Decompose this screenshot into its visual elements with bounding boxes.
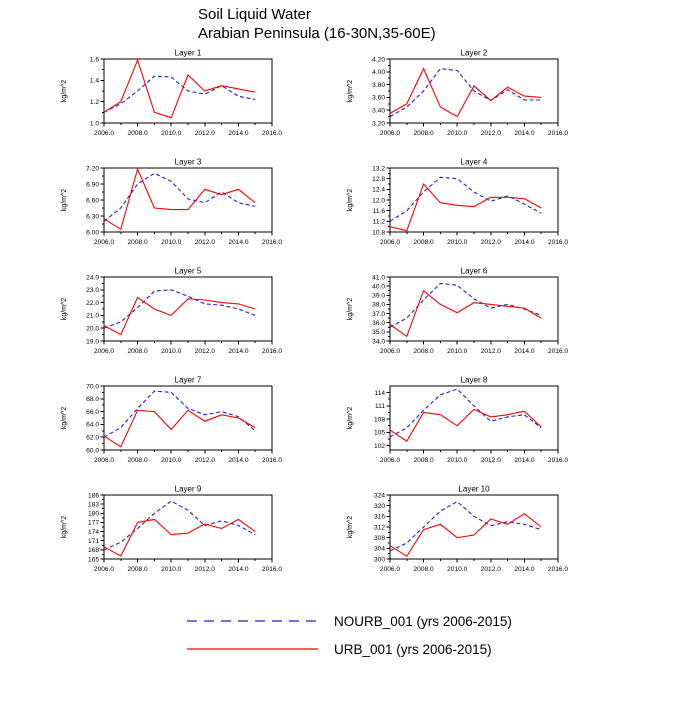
y-tick-label: 6.30 — [86, 212, 99, 220]
nourb_001-series-line — [104, 501, 255, 550]
subplot-title: Layer 3 — [174, 157, 202, 166]
x-tick-label: 2016.0 — [261, 347, 283, 355]
x-tick-label: 2014.0 — [228, 565, 249, 573]
y-tick-label: 13.2 — [372, 164, 385, 172]
y-tick-label: 111 — [374, 402, 385, 410]
y-tick-label: 3.80 — [372, 81, 385, 89]
subplot-title: Layer 1 — [174, 48, 202, 57]
y-tick-label: 19.0 — [86, 337, 99, 345]
y-tick-label: 37.0 — [372, 310, 385, 318]
y-axis-label: kg/m^2 — [347, 515, 354, 538]
x-tick-label: 2006.0 — [93, 565, 115, 573]
subplot-layer-9 — [56, 484, 306, 584]
chart-svg — [56, 375, 306, 475]
y-tick-label: 4.00 — [372, 68, 385, 76]
x-tick-label: 2010.0 — [161, 238, 182, 246]
y-tick-label: 35.0 — [372, 328, 385, 336]
x-tick-label: 2006.0 — [379, 565, 401, 573]
chart-svg — [342, 157, 592, 257]
x-tick-label: 2016.0 — [547, 565, 569, 573]
urb_001-series-line — [390, 513, 541, 556]
y-axis-label: kg/m^2 — [61, 515, 68, 538]
x-tick-label: 2014.0 — [514, 565, 535, 573]
legend — [185, 614, 700, 657]
chart-svg — [342, 48, 592, 148]
x-tick-label: 2008.0 — [413, 456, 434, 464]
plot-frame — [104, 386, 272, 450]
x-tick-label: 2014.0 — [228, 347, 249, 355]
y-tick-label: 60.0 — [86, 446, 99, 454]
y-tick-label: 6.60 — [86, 196, 99, 204]
y-tick-label: 300 — [373, 555, 385, 563]
x-tick-label: 2006.0 — [379, 456, 401, 464]
chart-svg — [342, 266, 592, 366]
x-tick-label: 2010.0 — [447, 347, 468, 355]
x-tick-label: 2010.0 — [447, 238, 468, 246]
y-axis-label: kg/m^2 — [347, 406, 354, 429]
y-tick-label: 21.0 — [86, 312, 99, 320]
y-tick-label: 10.8 — [372, 228, 385, 236]
y-tick-label: 11.2 — [372, 218, 385, 226]
urb_001-series-line — [390, 68, 541, 116]
y-tick-label: 20.0 — [86, 325, 99, 332]
subplot-layer-2 — [342, 48, 592, 148]
x-tick-label: 2008.0 — [413, 238, 434, 246]
y-tick-label: 12.4 — [372, 186, 385, 194]
urb_001-series-line — [104, 519, 255, 556]
x-tick-label: 2012.0 — [194, 238, 215, 246]
y-tick-label: 7.20 — [86, 164, 99, 172]
x-tick-label: 2014.0 — [228, 456, 249, 464]
x-tick-label: 2008.0 — [127, 347, 148, 355]
y-tick-label: 171 — [87, 537, 99, 545]
x-tick-label: 2016.0 — [261, 565, 283, 573]
subplot-title: Layer 10 — [458, 484, 490, 493]
y-axis-label: kg/m^2 — [347, 79, 354, 102]
subplot-layer-10 — [342, 484, 592, 584]
x-tick-label: 2010.0 — [447, 129, 468, 137]
x-tick-label: 2006.0 — [93, 347, 115, 355]
nourb_001-series-line — [390, 501, 541, 550]
chart-svg — [342, 375, 592, 475]
y-tick-label: 70.0 — [86, 382, 99, 390]
subplot-title: Layer 5 — [174, 266, 202, 275]
x-tick-label: 2006.0 — [93, 129, 115, 137]
nourb_001-series-line — [104, 391, 255, 437]
legend-label-nourb: NOURB_001 (yrs 2006-2015) — [334, 613, 512, 629]
x-tick-label: 2012.0 — [194, 129, 215, 137]
y-tick-label: 40.0 — [372, 282, 385, 290]
figure-title-line2: Arabian Peninsula (16-30N,35-60E) — [198, 24, 436, 42]
y-tick-label: 22.0 — [86, 299, 99, 307]
chart-svg — [56, 48, 306, 148]
subplot-layer-8 — [342, 375, 592, 475]
y-tick-label: 12.8 — [372, 175, 385, 183]
figure-title — [198, 6, 700, 44]
x-tick-label: 2012.0 — [480, 129, 501, 137]
y-tick-label: 304 — [373, 545, 385, 553]
x-tick-label: 2008.0 — [127, 238, 148, 246]
subplot-title: Layer 4 — [460, 157, 488, 166]
plot-frame — [390, 168, 558, 232]
y-tick-label: 23.0 — [86, 286, 99, 294]
x-tick-label: 2014.0 — [514, 129, 535, 137]
y-tick-label: 39.0 — [372, 292, 385, 300]
y-tick-label: 186 — [87, 491, 99, 499]
subplot-title: Layer 2 — [460, 48, 488, 57]
x-tick-label: 2012.0 — [480, 456, 501, 464]
urb_001-series-line — [104, 297, 255, 334]
x-tick-label: 2010.0 — [161, 347, 182, 355]
plot-frame — [104, 495, 272, 559]
x-tick-label: 2016.0 — [261, 238, 283, 246]
y-tick-label: 64.0 — [86, 421, 99, 429]
x-tick-label: 2012.0 — [480, 565, 501, 573]
nourb_001-series-line — [104, 173, 255, 221]
urb_001-series-line — [390, 290, 541, 336]
y-tick-label: 324 — [373, 491, 385, 499]
legend-row-urb — [185, 642, 700, 657]
y-tick-label: 6.00 — [86, 228, 99, 236]
y-tick-label: 102 — [373, 442, 385, 450]
y-tick-label: 1.0 — [89, 119, 99, 127]
chart-svg — [56, 157, 306, 257]
x-tick-label: 2016.0 — [261, 456, 283, 464]
x-tick-label: 2010.0 — [161, 129, 182, 137]
y-tick-label: 105 — [373, 429, 385, 437]
x-tick-label: 2008.0 — [413, 565, 434, 573]
charts-grid — [0, 48, 700, 584]
urb_001-series-line — [104, 60, 255, 118]
y-tick-label: 108 — [373, 415, 385, 423]
y-tick-label: 308 — [373, 534, 385, 542]
y-tick-label: 1.2 — [89, 98, 99, 106]
urb-line-sample-icon — [185, 643, 320, 655]
x-tick-label: 2012.0 — [194, 456, 215, 464]
x-tick-label: 2008.0 — [127, 129, 148, 137]
urb_001-series-line — [390, 409, 541, 441]
x-tick-label: 2010.0 — [161, 565, 182, 573]
x-tick-label: 2014.0 — [228, 129, 249, 137]
x-tick-label: 2006.0 — [93, 238, 115, 246]
plot-frame — [104, 277, 272, 341]
y-tick-label: 180 — [87, 510, 99, 518]
subplot-title: Layer 9 — [174, 484, 202, 493]
x-tick-label: 2010.0 — [447, 565, 468, 573]
x-tick-label: 2006.0 — [379, 129, 401, 137]
y-tick-label: 320 — [373, 502, 385, 510]
y-axis-label: kg/m^2 — [347, 297, 354, 320]
y-tick-label: 6.90 — [86, 180, 99, 188]
nourb-line-sample-icon — [185, 615, 320, 627]
urb_001-series-line — [104, 410, 255, 447]
x-tick-label: 2008.0 — [413, 347, 434, 355]
chart-svg — [342, 484, 592, 584]
subplot-layer-6 — [342, 266, 592, 366]
y-tick-label: 4.20 — [372, 55, 385, 63]
y-tick-label: 3.40 — [372, 107, 385, 114]
subplot-layer-1 — [56, 48, 306, 148]
legend-label-urb: URB_001 (yrs 2006-2015) — [334, 641, 492, 657]
subplot-layer-3 — [56, 157, 306, 257]
y-axis-label: kg/m^2 — [61, 406, 68, 429]
x-tick-label: 2016.0 — [547, 238, 569, 246]
subplot-title: Layer 6 — [460, 266, 488, 275]
y-tick-label: 177 — [87, 519, 99, 527]
y-axis-label: kg/m^2 — [347, 188, 354, 211]
y-tick-label: 3.60 — [372, 94, 385, 102]
y-tick-label: 38.0 — [372, 301, 385, 309]
y-tick-label: 165 — [87, 555, 99, 563]
x-tick-label: 2014.0 — [514, 238, 535, 246]
x-tick-label: 2016.0 — [547, 347, 569, 355]
x-tick-label: 2016.0 — [547, 456, 569, 464]
y-axis-label: kg/m^2 — [61, 297, 68, 320]
subplot-title: Layer 7 — [174, 375, 202, 384]
y-tick-label: 312 — [373, 523, 385, 531]
urb_001-series-line — [104, 169, 255, 229]
subplot-title: Layer 8 — [460, 375, 488, 384]
nourb_001-series-line — [104, 76, 255, 112]
x-tick-label: 2010.0 — [161, 456, 182, 464]
legend-row-nourb — [185, 614, 700, 629]
x-tick-label: 2012.0 — [194, 565, 215, 573]
x-tick-label: 2016.0 — [261, 129, 283, 137]
chart-svg — [56, 266, 306, 366]
figure-title-line1: Soil Liquid Water — [198, 6, 311, 23]
plot-frame — [390, 386, 558, 450]
y-tick-label: 3.20 — [372, 119, 385, 127]
y-tick-label: 183 — [87, 500, 99, 508]
x-tick-label: 2014.0 — [514, 347, 535, 355]
y-tick-label: 34.0 — [372, 337, 385, 345]
x-tick-label: 2010.0 — [447, 456, 468, 464]
x-tick-label: 2008.0 — [127, 565, 148, 573]
x-tick-label: 2016.0 — [547, 129, 569, 137]
y-axis-label: kg/m^2 — [61, 188, 68, 211]
subplot-layer-5 — [56, 266, 306, 366]
subplot-layer-7 — [56, 375, 306, 475]
plot-frame — [390, 277, 558, 341]
x-tick-label: 2006.0 — [379, 347, 401, 355]
urb_001-series-line — [390, 184, 541, 231]
x-tick-label: 2006.0 — [379, 238, 401, 246]
y-tick-label: 24.0 — [86, 273, 99, 281]
y-tick-label: 12.0 — [372, 196, 385, 204]
x-tick-label: 2008.0 — [413, 129, 434, 137]
y-tick-label: 174 — [87, 528, 99, 536]
y-tick-label: 68.0 — [86, 395, 99, 403]
y-tick-label: 168 — [87, 546, 99, 554]
x-tick-label: 2012.0 — [194, 347, 215, 355]
x-tick-label: 2012.0 — [480, 238, 501, 246]
y-tick-label: 316 — [373, 513, 385, 521]
y-tick-label: 36.0 — [372, 319, 385, 327]
x-tick-label: 2008.0 — [127, 456, 148, 464]
y-tick-label: 11.6 — [372, 207, 385, 215]
chart-svg — [56, 484, 306, 584]
y-axis-label: kg/m^2 — [61, 79, 68, 102]
subplot-layer-4 — [342, 157, 592, 257]
x-tick-label: 2014.0 — [514, 456, 535, 464]
y-tick-label: 66.0 — [86, 408, 99, 416]
y-tick-label: 1.6 — [89, 55, 99, 63]
y-tick-label: 114 — [374, 389, 385, 397]
y-tick-label: 41.0 — [372, 273, 385, 281]
y-tick-label: 1.4 — [89, 77, 99, 85]
x-tick-label: 2012.0 — [480, 347, 501, 355]
x-tick-label: 2014.0 — [228, 238, 249, 246]
y-tick-label: 62.0 — [86, 434, 99, 441]
x-tick-label: 2006.0 — [93, 456, 115, 464]
